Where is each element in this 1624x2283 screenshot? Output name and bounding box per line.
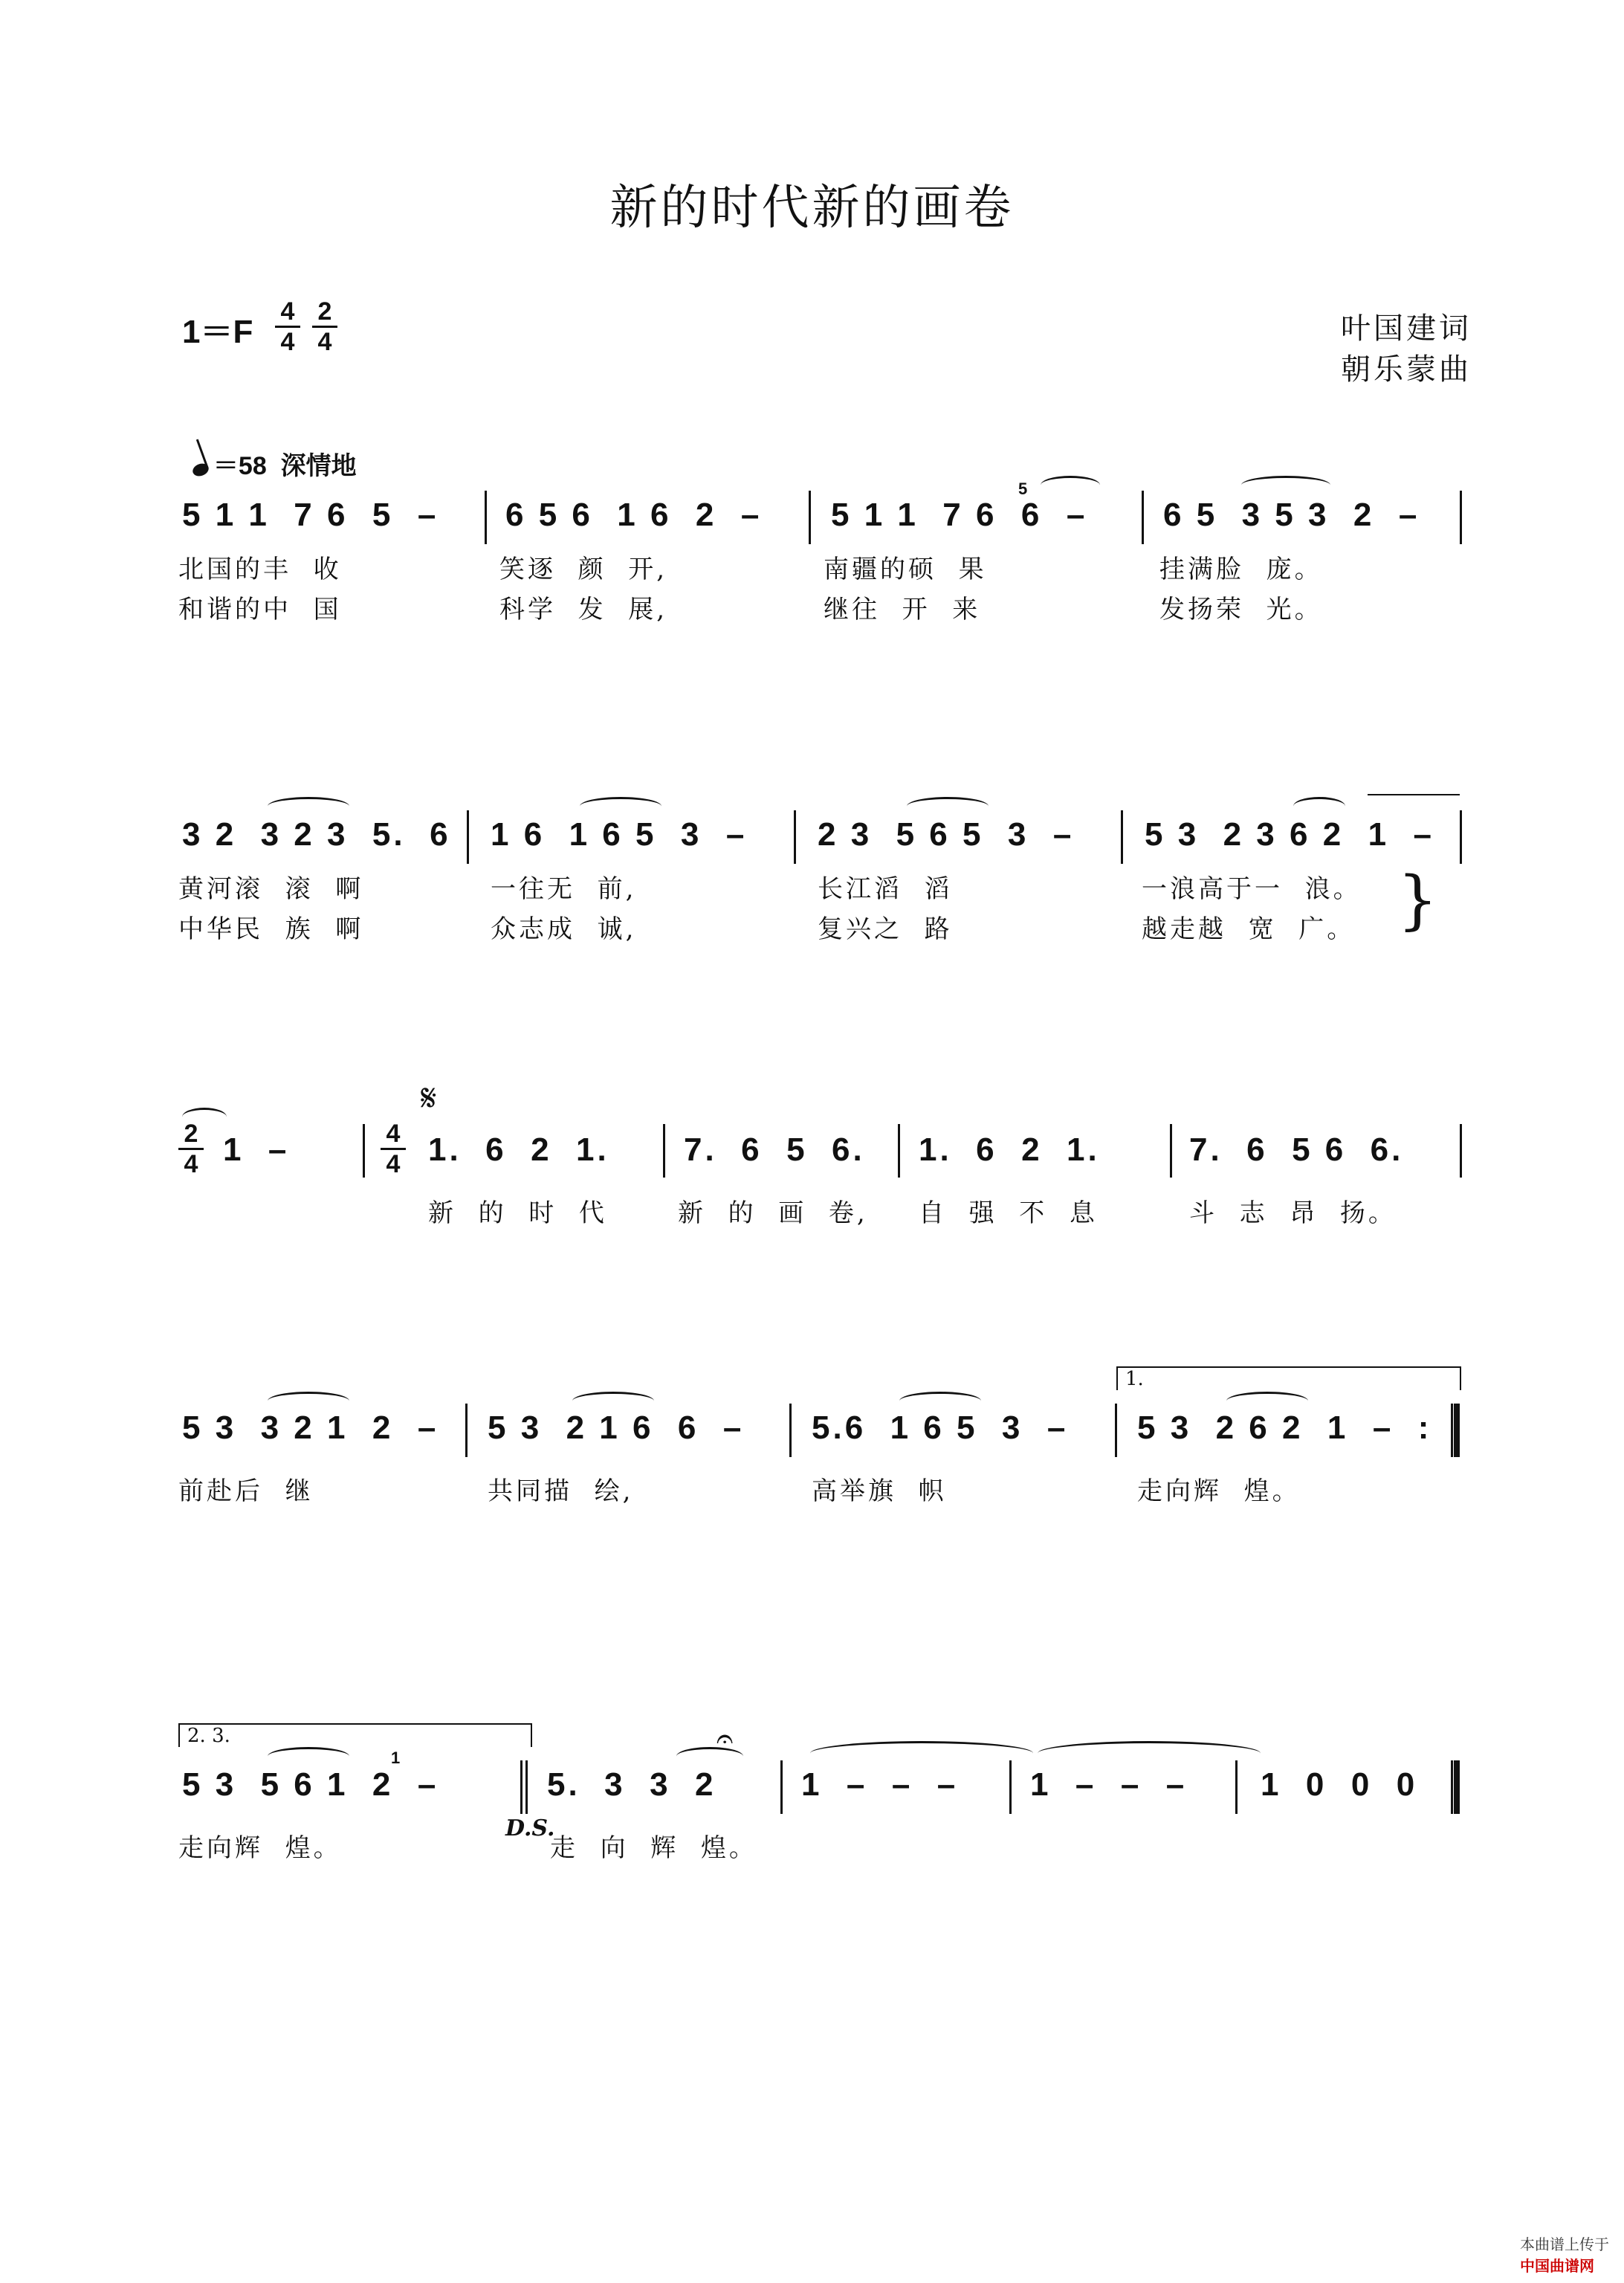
barline [1121, 810, 1123, 864]
ts-top: 4 [280, 297, 295, 326]
volta-1: 1. [1116, 1366, 1461, 1390]
barline [1235, 1760, 1238, 1814]
measure-5: 3 2 3 2 3 5. 6 [182, 816, 451, 853]
time-signature-4-4 [275, 299, 300, 355]
lyric-v2: 越走越 宽 广。 [1142, 914, 1356, 944]
slur [1226, 1392, 1308, 1410]
lyric-v2: 众志成 诚, [491, 914, 637, 944]
lyric-v2: 复兴之 路 [818, 914, 953, 944]
measure-14: 5 3 3 2 1 2 – [182, 1409, 439, 1446]
ds-marking: D.S. [505, 1815, 555, 1841]
slur [676, 1747, 743, 1766]
lyric-v2: 发扬荣 光。 [1159, 595, 1323, 624]
measure-7: 2 3 5 6 5 3 – [818, 816, 1075, 853]
ts-top: 2 [184, 1120, 198, 1148]
measure-17: 5 3 2 6 2 1 – : [1137, 1409, 1432, 1446]
page-title: 新的时代新的画卷 [609, 181, 1015, 236]
lyric-v1: 新 的 时 代 [428, 1198, 607, 1228]
measure-11: 7. 6 5 6. [684, 1131, 865, 1168]
slur [1241, 476, 1330, 494]
ts-top: 4 [386, 1120, 401, 1148]
brace-icon: } [1397, 863, 1438, 937]
lyric-v1: 前赴后 继 [178, 1476, 314, 1506]
tie [810, 1741, 1033, 1766]
barline [1170, 1124, 1172, 1178]
time-signature-4-4 [381, 1121, 406, 1177]
measure-16: 5.6 1 6 5 3 – [812, 1409, 1069, 1446]
slur [1041, 476, 1100, 494]
time-signature-2-4 [312, 299, 337, 355]
barline [363, 1124, 365, 1178]
tie [1038, 1741, 1261, 1766]
measure-15: 5 3 2 1 6 6 – [488, 1409, 745, 1446]
repeat-end-barline [1451, 1404, 1460, 1457]
barline [485, 491, 487, 544]
tie [182, 1108, 227, 1126]
double-barline [520, 1760, 528, 1814]
barline [898, 1124, 900, 1178]
barline [794, 810, 796, 864]
lyric-v1: 北国的丰 收 [178, 555, 342, 584]
footer-credit [1512, 2215, 1609, 2276]
barline [663, 1124, 665, 1178]
barline [1460, 1124, 1462, 1178]
ts-bottom: 4 [386, 1150, 401, 1178]
barline [1460, 810, 1462, 864]
measure-8: 5 3 2 3 6 2 1 – [1145, 816, 1435, 853]
fermata-icon: 𝄐 [716, 1722, 734, 1756]
lyric-v1: 斗 志 昂 扬。 [1189, 1198, 1397, 1228]
barline [809, 491, 811, 544]
measure-19: 5. 3 3 2 [547, 1766, 716, 1803]
lyric-v2: 继往 开 来 [824, 595, 981, 624]
measure-18: 5 3 5 6 1 2 – [182, 1766, 439, 1803]
tempo-marking [178, 416, 357, 482]
slur [572, 1392, 654, 1410]
ts-top: 2 [317, 297, 332, 326]
lyric-v2: 科学 发 展, [499, 595, 668, 624]
lyric-v2: 中华民 族 啊 [178, 914, 364, 944]
measure-2: 6 5 6 1 6 2 – [505, 497, 763, 533]
lyric-v1: 高举旗 帜 [812, 1476, 947, 1506]
barline [780, 1760, 783, 1814]
ts-bottom: 4 [184, 1150, 198, 1178]
ts-bottom: 4 [317, 328, 332, 356]
key-signature: 1＝F [182, 314, 253, 350]
lyric-v1: 走向辉 煌。 [1137, 1476, 1301, 1506]
measure-13: 7. 6 5 6 6. [1189, 1131, 1404, 1168]
slur [580, 797, 661, 816]
lyric-v1: 共同描 绘, [488, 1476, 634, 1506]
tie-line [1368, 794, 1460, 795]
barline [1142, 491, 1144, 544]
composer: 朝乐蒙曲 [1341, 352, 1472, 387]
measure-9: 1 – [223, 1131, 290, 1168]
lyricist: 叶国建词 [1341, 311, 1472, 346]
lyric-v1: 黄河滚 滚 啊 [178, 874, 364, 904]
tempo-expression: 深情地 [280, 452, 357, 480]
grace-note: 1 [391, 1748, 401, 1767]
measure-12: 1. 6 2 1. [919, 1131, 1100, 1168]
barline [465, 1404, 468, 1457]
measure-21: 1 – – – [1030, 1766, 1188, 1803]
footer-brand[interactable]: 中国曲谱网 [1520, 2258, 1594, 2275]
lyric-v1: 挂满脸 庞。 [1159, 555, 1323, 584]
grace-note: 5 [1018, 479, 1028, 498]
segno-sign: 𝄋 [421, 1076, 437, 1120]
measure-1: 5 1 1 7 6 5 – [182, 497, 439, 533]
time-signature-2-4 [178, 1121, 204, 1177]
lyric-v1: 长江滔 滔 [818, 874, 953, 904]
barline [1460, 491, 1462, 544]
quarter-note-icon [191, 462, 210, 479]
lyric-v1: 一往无 前, [491, 874, 637, 904]
tempo-value: ＝58 [213, 452, 267, 480]
barline [467, 810, 469, 864]
measure-6: 1 6 1 6 5 3 – [491, 816, 748, 853]
barline [789, 1404, 792, 1457]
lyric-v1: 笑逐 颜 开, [499, 555, 668, 584]
ts-bottom: 4 [280, 328, 295, 356]
lyric-v1: 新 的 画 卷, [678, 1198, 868, 1228]
barline [1115, 1404, 1117, 1457]
lyric-v1: 自 强 不 息 [919, 1198, 1098, 1228]
slur [907, 797, 989, 816]
measure-4: 6 5 3 5 3 2 – [1163, 497, 1420, 533]
lyric-v1: 一浪高于一 浪。 [1142, 874, 1362, 904]
lyric-v1: 走 向 辉 煌。 [550, 1833, 757, 1863]
volta-2-3: 2. 3. [178, 1723, 532, 1747]
measure-22: 1 0 0 0 [1261, 1766, 1418, 1803]
slur [268, 797, 349, 816]
slur [268, 1747, 349, 1766]
slur [899, 1392, 981, 1410]
barline [1009, 1760, 1012, 1814]
measure-10: 1. 6 2 1. [428, 1131, 609, 1168]
slur [268, 1392, 349, 1410]
slur [1293, 797, 1345, 816]
lyric-v1: 走向辉 煌。 [178, 1833, 342, 1863]
footer-text: 本曲谱上传于 [1520, 2237, 1609, 2253]
final-barline [1451, 1760, 1460, 1814]
lyric-v1: 南疆的硕 果 [824, 555, 987, 584]
lyric-v2: 和谐的中 国 [178, 595, 342, 624]
measure-3: 5 1 1 7 6 6 – [831, 497, 1088, 533]
measure-20: 1 – – – [801, 1766, 959, 1803]
